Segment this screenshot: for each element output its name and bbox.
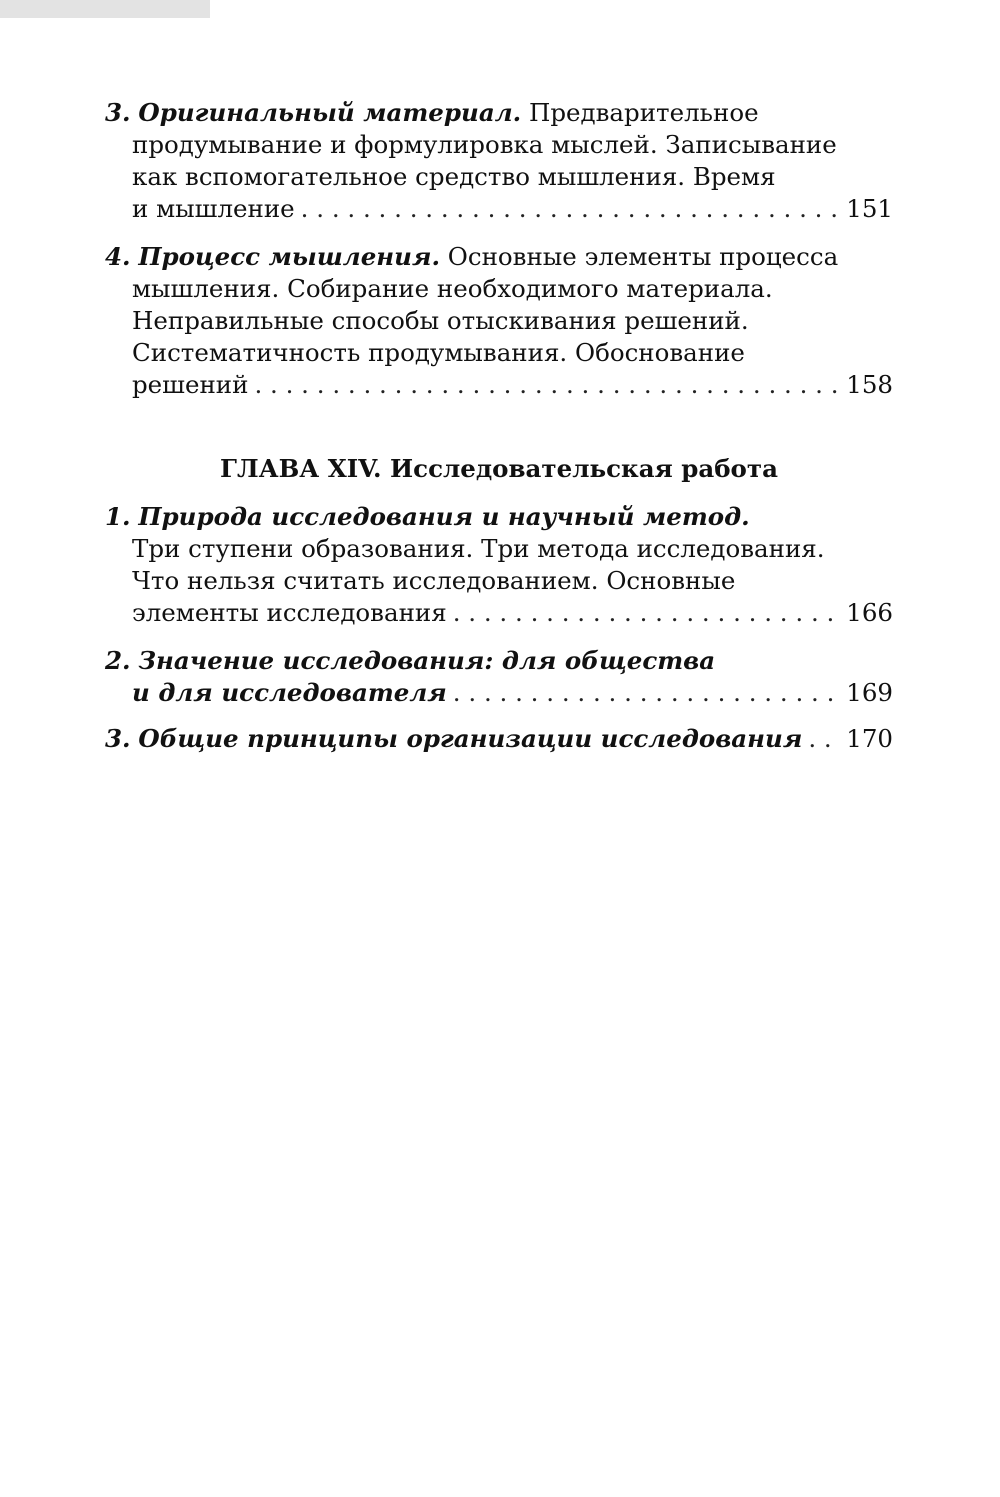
toc-entry-line bbox=[105, 500, 750, 534]
entry-number: 3. bbox=[105, 724, 131, 753]
dot-leader bbox=[808, 722, 840, 756]
entry-text: мышления. Собирание необходимого материала. bbox=[132, 274, 773, 303]
entry-heading: Процесс мышления. bbox=[138, 242, 440, 271]
entry-text: и мышление bbox=[132, 194, 295, 223]
entry-text: Что нельзя считать исследованием. Основные bbox=[132, 566, 736, 595]
entry-heading: Оригинальный материал. bbox=[138, 98, 522, 127]
entry-text: решений bbox=[132, 370, 249, 399]
entry-text: как вспомогательное средство мышления. Время bbox=[132, 162, 776, 191]
page-number: 169 bbox=[846, 678, 893, 707]
entry-text: элементы исследования bbox=[132, 598, 447, 627]
dot-leader bbox=[301, 192, 841, 226]
toc-entry-line bbox=[105, 96, 759, 130]
entry-text: Основные элементы процесса bbox=[447, 242, 839, 271]
entry-text: продумывание и формулировка мыслей. Записывание bbox=[132, 130, 837, 159]
dot-leader bbox=[453, 676, 840, 710]
toc-entry-line bbox=[105, 240, 838, 274]
page-number: 151 bbox=[846, 194, 893, 223]
page-number: 158 bbox=[846, 370, 893, 399]
entry-number: 3. bbox=[105, 98, 131, 127]
entry-leader-line bbox=[105, 722, 893, 756]
entry-text: Неправильные способы отыскивания решений. bbox=[132, 306, 749, 335]
entry-text: Систематичность продумывания. Обоснование bbox=[132, 338, 745, 367]
entry-leader-line bbox=[132, 192, 893, 226]
entry-heading: Природа исследования и научный метод. bbox=[138, 502, 750, 531]
entry-leader-line bbox=[132, 676, 893, 710]
toc-entry-line bbox=[105, 644, 715, 678]
entry-heading: и для исследователя bbox=[132, 678, 447, 707]
entry-text: Три ступени образования. Три метода исследования. bbox=[132, 534, 825, 563]
dot-leader bbox=[453, 596, 841, 630]
chapter-title: ГЛАВА XIV. Исследовательская работа bbox=[220, 454, 778, 483]
entry-number: 4. bbox=[105, 242, 131, 271]
page-number: 166 bbox=[846, 598, 893, 627]
entry-text: Предварительное bbox=[528, 98, 759, 127]
page-number: 170 bbox=[846, 724, 893, 753]
entry-heading: Общие принципы организации исследования bbox=[138, 724, 803, 753]
entry-number: 2. bbox=[105, 646, 131, 675]
entry-leader-line bbox=[132, 368, 893, 402]
entry-number: 1. bbox=[105, 502, 131, 531]
entry-heading: Значение исследования: для общества bbox=[138, 646, 716, 675]
entry-leader-line bbox=[132, 596, 893, 630]
dot-leader bbox=[254, 368, 840, 402]
